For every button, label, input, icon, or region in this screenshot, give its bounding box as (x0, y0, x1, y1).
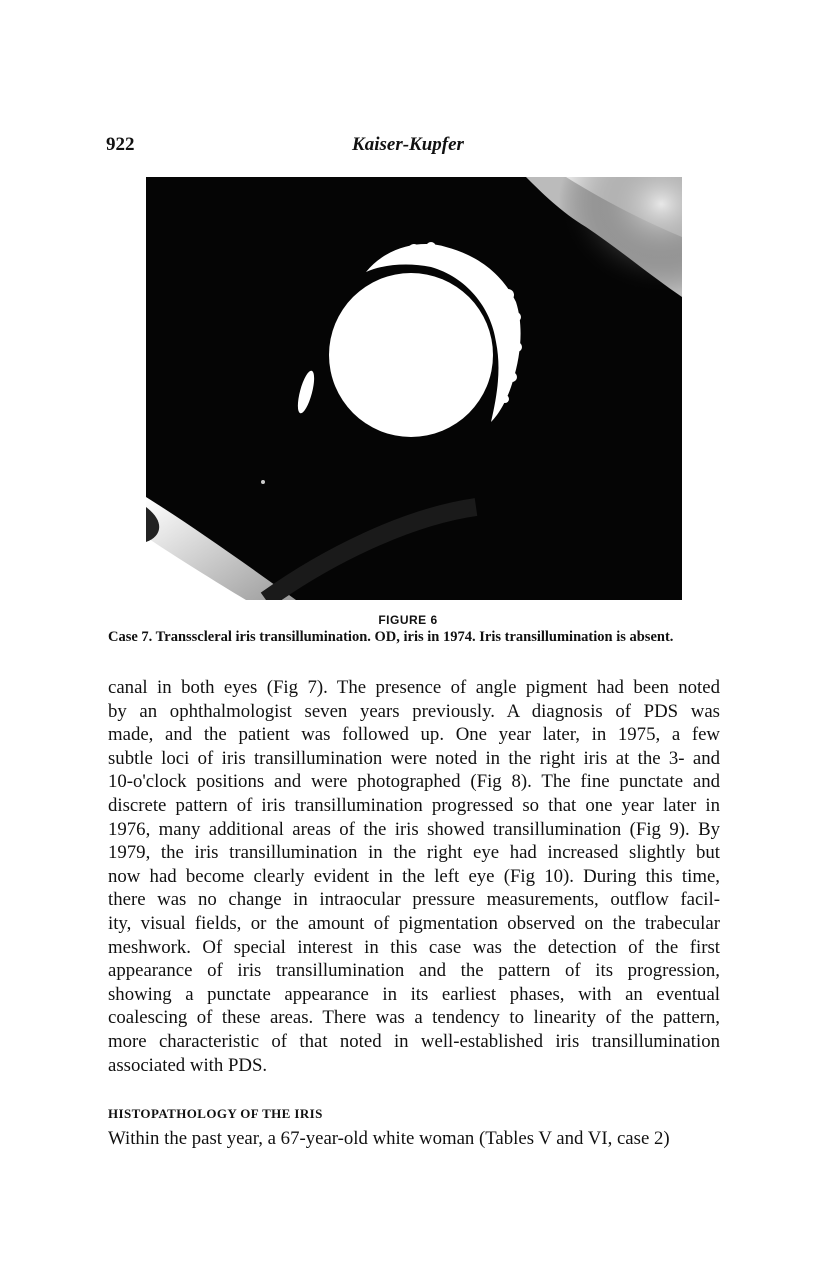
body-line: 1979, the iris transillumination in the right eye had increased slightly but (108, 842, 720, 864)
figure-caption: Case 7. Transscleral iris transillumination. OD, iris in 1974. Iris transillumination is absent. (108, 629, 674, 645)
body-line: showing a punctate appearance in its earliest phases, with an eventual (108, 983, 720, 1005)
punctate-spot-1 (408, 244, 420, 256)
body-line: 1976, many additional areas of the iris showed transillumination (Fig 9). By (108, 818, 720, 840)
body-paragraph (108, 676, 720, 1077)
iris-transillumination-photo (146, 177, 682, 600)
punctate-spot-6 (512, 342, 522, 352)
punctate-spot-3 (442, 249, 450, 257)
dust-speck (261, 480, 265, 484)
figure-photograph (146, 177, 682, 600)
pupil-light-reflex (329, 273, 493, 437)
body-line: by an ophthalmologist seven years previously. A diagnosis of PDS was (108, 700, 720, 722)
punctate-spot-2 (426, 242, 436, 252)
running-title: Kaiser-Kupfer (352, 134, 464, 155)
punctate-spot-5 (511, 312, 521, 322)
section-heading: HISTOPATHOLOGY OF THE IRIS (108, 1106, 323, 1121)
body-line: more characteristic of that noted in well-established iris transillumination (108, 1030, 720, 1052)
body-line: Within the past year, a 67-year-old white woman (Tables V and VI, case 2) (108, 1128, 670, 1149)
punctate-spot-8 (501, 395, 509, 403)
body-line: canal in both eyes (Fig 7). The presence of angle pigment had been noted (108, 677, 720, 698)
body-line: appearance of iris transillumination and the pattern of its progression, (108, 960, 720, 982)
body-line: coalescing of these areas. There was a tendency to linearity of the pattern, (108, 1007, 720, 1029)
body-line: now had become clearly evident in the left eye (Fig 10). During this time, (108, 865, 720, 887)
body-line: subtle loci of iris transillumination were noted in the right iris at the 3- and (108, 747, 720, 769)
section-first-paragraph (108, 1127, 720, 1151)
body-line: ity, visual fields, or the amount of pigmentation observed on the trabecular (108, 912, 720, 934)
punctate-spot-4 (502, 289, 514, 301)
punctate-spot-7 (507, 372, 517, 382)
body-line: made, and the patient was followed up. One year later, in 1975, a few (108, 724, 720, 746)
body-line: 10-o'clock positions and were photographed (Fig 8). The fine punctate and (108, 771, 720, 793)
body-line: meshwork. Of special interest in this case was the detection of the first (108, 936, 720, 958)
figure-label: FIGURE 6 (378, 613, 438, 627)
body-line: discrete pattern of iris transillumination progressed so that one year later in (108, 794, 720, 816)
body-line: there was no change in intraocular pressure measurements, outflow facil- (108, 889, 720, 911)
page-number: 922 (106, 134, 135, 155)
body-line: associated with PDS. (108, 1054, 268, 1076)
